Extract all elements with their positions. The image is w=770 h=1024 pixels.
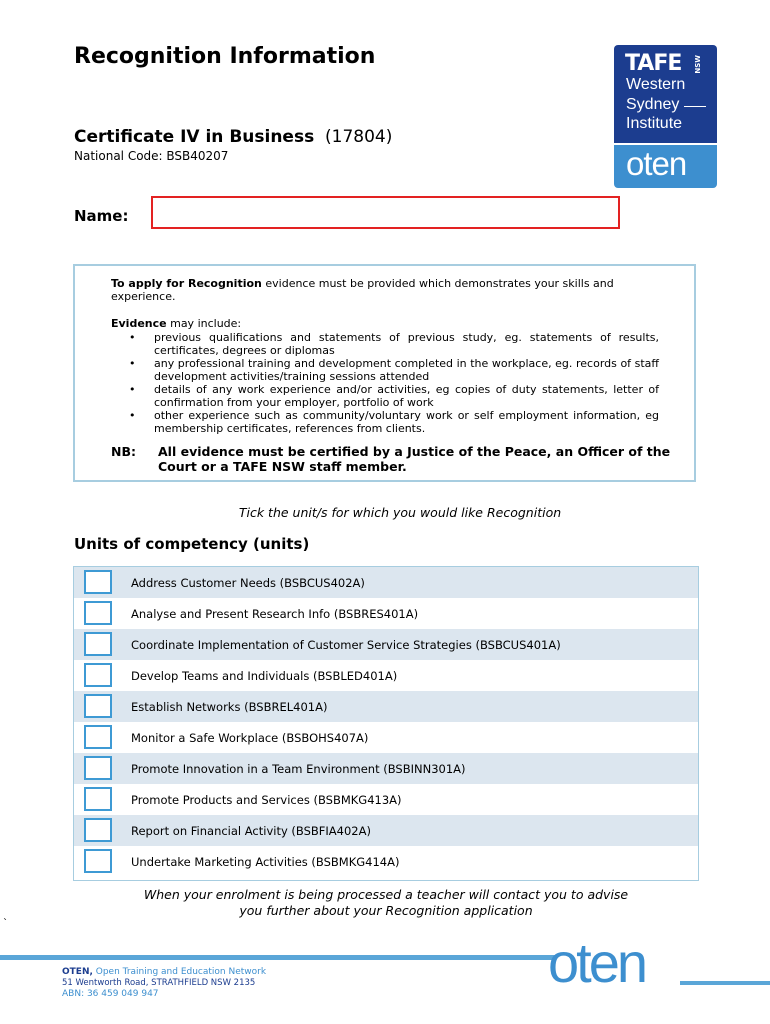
table-row [74, 784, 698, 815]
course-title [74, 127, 392, 147]
list-item [111, 383, 659, 409]
table-row [74, 753, 698, 784]
bullet-icon: • [129, 357, 136, 370]
table-row [74, 722, 698, 753]
unit-checkbox[interactable] [84, 756, 112, 780]
footer-oten-logo: oten [548, 931, 645, 994]
unit-label: Establish Networks (BSBREL401A) [131, 700, 328, 714]
stray-mark: ` [3, 918, 8, 929]
unit-label: Develop Teams and Individuals (BSBLED401A) [131, 669, 398, 683]
list-item-text: previous qualifications and statements of previous study, eg. statements of results, certificates, degrees or diplomas [154, 331, 659, 357]
evidence-bold: Evidence [111, 317, 167, 330]
unit-label: Analyse and Present Research Info (BSBRES401A) [131, 607, 419, 621]
logo-tafe-text: TAFE [625, 51, 682, 76]
unit-checkbox[interactable] [84, 849, 112, 873]
course-name: Certificate IV in Business [74, 127, 315, 147]
footer-address: 51 Wentworth Road, STRATHFIELD NSW 2135 [62, 978, 256, 988]
footer-divider [0, 955, 555, 960]
unit-checkbox[interactable] [84, 818, 112, 842]
logo-institute: Institute [626, 115, 683, 132]
logo-rule [684, 106, 706, 107]
list-item-text: other experience such as community/voluntary work or self employment information, eg membership certificates, references from clients. [154, 409, 659, 435]
apply-instructions [111, 277, 661, 303]
table-row [74, 846, 698, 877]
unit-label: Report on Financial Activity (BSBFIA402A) [131, 824, 371, 838]
course-number: (17804) [325, 127, 393, 147]
enrolment-note [0, 887, 770, 919]
nb-text: All evidence must be certified by a Justice of the Peace, an Officer of the Court or a TAFE NSW staff member. [158, 444, 671, 474]
logo-nsw-text: NSW [694, 55, 702, 74]
nb-note [111, 444, 671, 474]
table-row [74, 815, 698, 846]
footer-abn: ABN: 36 459 049 947 [62, 989, 159, 999]
enrolment-note-line2: you further about your Recognition application [239, 903, 533, 918]
list-item [111, 357, 659, 383]
evidence-intro [111, 317, 661, 330]
table-row [74, 629, 698, 660]
name-field[interactable] [151, 196, 620, 229]
table-row [74, 598, 698, 629]
footer-org-bold: OTEN, [62, 967, 93, 977]
unit-checkbox[interactable] [84, 787, 112, 811]
tafe-wsi-logo [614, 45, 717, 143]
unit-checkbox[interactable] [84, 725, 112, 749]
list-item-text: any professional training and development completed in the workplace, eg. records of staff development activities/training sessions attended [154, 357, 659, 383]
list-item-text: details of any work experience and/or activities, eg copies of duty statements, letter of confirmation from your employer, portfolio of work [154, 383, 659, 409]
apply-rest: evidence must be provided which demonstrates your skills and experience. [111, 277, 614, 303]
unit-checkbox[interactable] [84, 663, 112, 687]
units-table [73, 566, 699, 881]
bullet-icon: • [129, 409, 136, 422]
list-item [111, 409, 659, 435]
tick-instruction: Tick the unit/s for which you would like Recognition [238, 505, 562, 520]
name-label: Name: [74, 207, 129, 225]
bullet-icon: • [129, 331, 136, 344]
table-row [74, 660, 698, 691]
unit-checkbox[interactable] [84, 694, 112, 718]
unit-label: Coordinate Implementation of Customer Service Strategies (BSBCUS401A) [131, 638, 561, 652]
units-heading: Units of competency (units) [74, 535, 310, 553]
table-row [74, 567, 698, 598]
unit-label: Address Customer Needs (BSBCUS402A) [131, 576, 365, 590]
unit-checkbox[interactable] [84, 570, 112, 594]
oten-logo [614, 145, 717, 188]
list-item [111, 331, 659, 357]
unit-label: Undertake Marketing Activities (BSBMKG414A) [131, 855, 400, 869]
evidence-list [111, 331, 659, 435]
apply-bold: To apply for Recognition [111, 277, 262, 290]
logo-oten-text: oten [626, 145, 687, 182]
page-title: Recognition Information [74, 44, 376, 69]
footer-divider-right [680, 981, 770, 985]
enrolment-note-line1: When your enrolment is being processed a teacher will contact you to advise [143, 887, 629, 902]
unit-label: Promote Products and Services (BSBMKG413A) [131, 793, 402, 807]
footer-org-rest: Open Training and Education Network [92, 967, 267, 977]
nb-label: NB: [111, 444, 136, 459]
footer-org-name [62, 966, 266, 978]
logo-sydney: Sydney [626, 96, 680, 113]
bullet-icon: • [129, 383, 136, 396]
unit-label: Promote Innovation in a Team Environment (BSBINN301A) [131, 762, 466, 776]
unit-label: Monitor a Safe Workplace (BSBOHS407A) [131, 731, 369, 745]
unit-checkbox[interactable] [84, 632, 112, 656]
table-row [74, 691, 698, 722]
national-code: National Code: BSB40207 [74, 149, 229, 163]
evidence-rest: may include: [166, 317, 242, 330]
unit-checkbox[interactable] [84, 601, 112, 625]
logo-western: Western [626, 76, 686, 93]
